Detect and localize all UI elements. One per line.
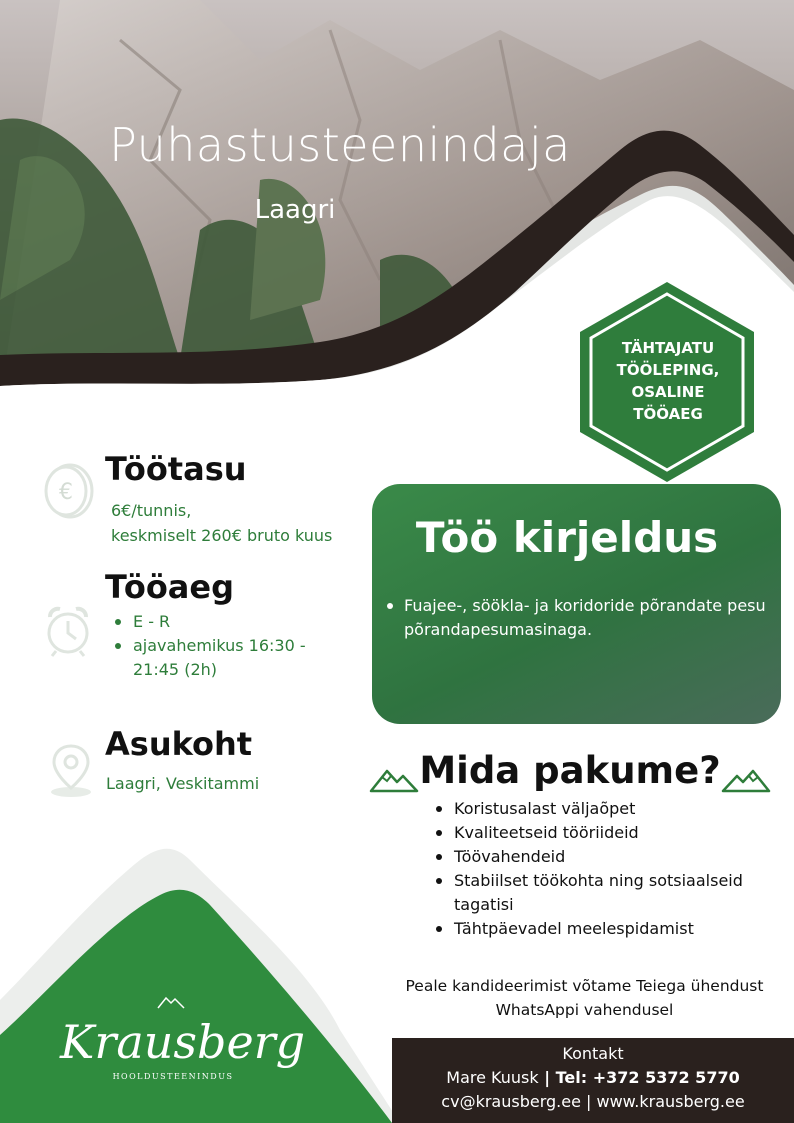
hours-item-time: ajavahemikus 16:30 - 21:45 (2h) xyxy=(105,634,335,682)
svg-text:€: € xyxy=(59,480,73,505)
map-pin-icon xyxy=(48,742,94,798)
contact-note: Peale kandideerimist võtame Teiega ühendust WhatsAppi vahendusel xyxy=(405,977,764,1019)
contract-badge-text xyxy=(588,337,748,425)
footer-contact xyxy=(392,1042,794,1114)
footer-name: Mare Kuusk xyxy=(446,1068,539,1087)
location-heading: Asukoht xyxy=(105,725,253,763)
euro-coin-icon xyxy=(42,463,94,519)
badge-line-2: TÖÖLEPING, xyxy=(616,361,720,379)
offer-item-training: Koristusalast väljaõpet xyxy=(430,797,780,821)
location-value: Laagri, Veskitammi xyxy=(106,774,260,793)
badge-line-1: TÄHTAJATU xyxy=(621,339,715,357)
job-location-subtitle: Laagri xyxy=(254,195,336,225)
logo-tagline: HOOLDUSTEENINDUS xyxy=(112,1072,234,1081)
footer-label: Kontakt xyxy=(562,1044,624,1063)
footer-phone[interactable]: | Tel: +372 5372 5770 xyxy=(538,1068,740,1087)
footer-links[interactable]: cv@krausberg.ee | www.krausberg.ee xyxy=(441,1092,745,1111)
salary-heading: Töötasu xyxy=(105,450,247,488)
badge-line-4: TÖÖAEG xyxy=(633,405,703,423)
offer-item-stability: Stabiilset töökohta ning sotsiaalseid tagatisi xyxy=(430,869,780,917)
salary-monthly: keskmiselt 260€ bruto kuus xyxy=(111,526,333,545)
description-list xyxy=(384,594,774,642)
offer-item-uniforms: Kvaliteetseid tööriideid xyxy=(430,821,780,845)
badge-line-3: OSALINE xyxy=(631,383,705,401)
description-heading: Töö kirjeldus xyxy=(415,513,719,562)
offer-heading: Mida pakume? xyxy=(419,749,721,792)
salary-hourly: 6€/tunnis, xyxy=(111,501,192,520)
offer-item-tools: Töövahendeid xyxy=(430,845,780,869)
hours-heading: Tööaeg xyxy=(105,568,234,606)
logo-mountain-icon xyxy=(157,994,185,1010)
hours-item-days: E - R xyxy=(105,610,335,634)
description-item: Fuajee-, söökla- ja koridoride põrandate pesu põrandapesumasinaga. xyxy=(384,594,774,642)
footer-person xyxy=(392,1066,794,1090)
offer-list xyxy=(430,797,780,941)
logo-wordmark: Krausberg xyxy=(60,1015,306,1069)
hours-list xyxy=(105,610,335,682)
offer-item-holidays: Tähtpäevadel meelespidamist xyxy=(430,917,780,941)
job-title: Puhastusteenindaja xyxy=(109,118,571,172)
alarm-clock-icon xyxy=(42,603,94,657)
